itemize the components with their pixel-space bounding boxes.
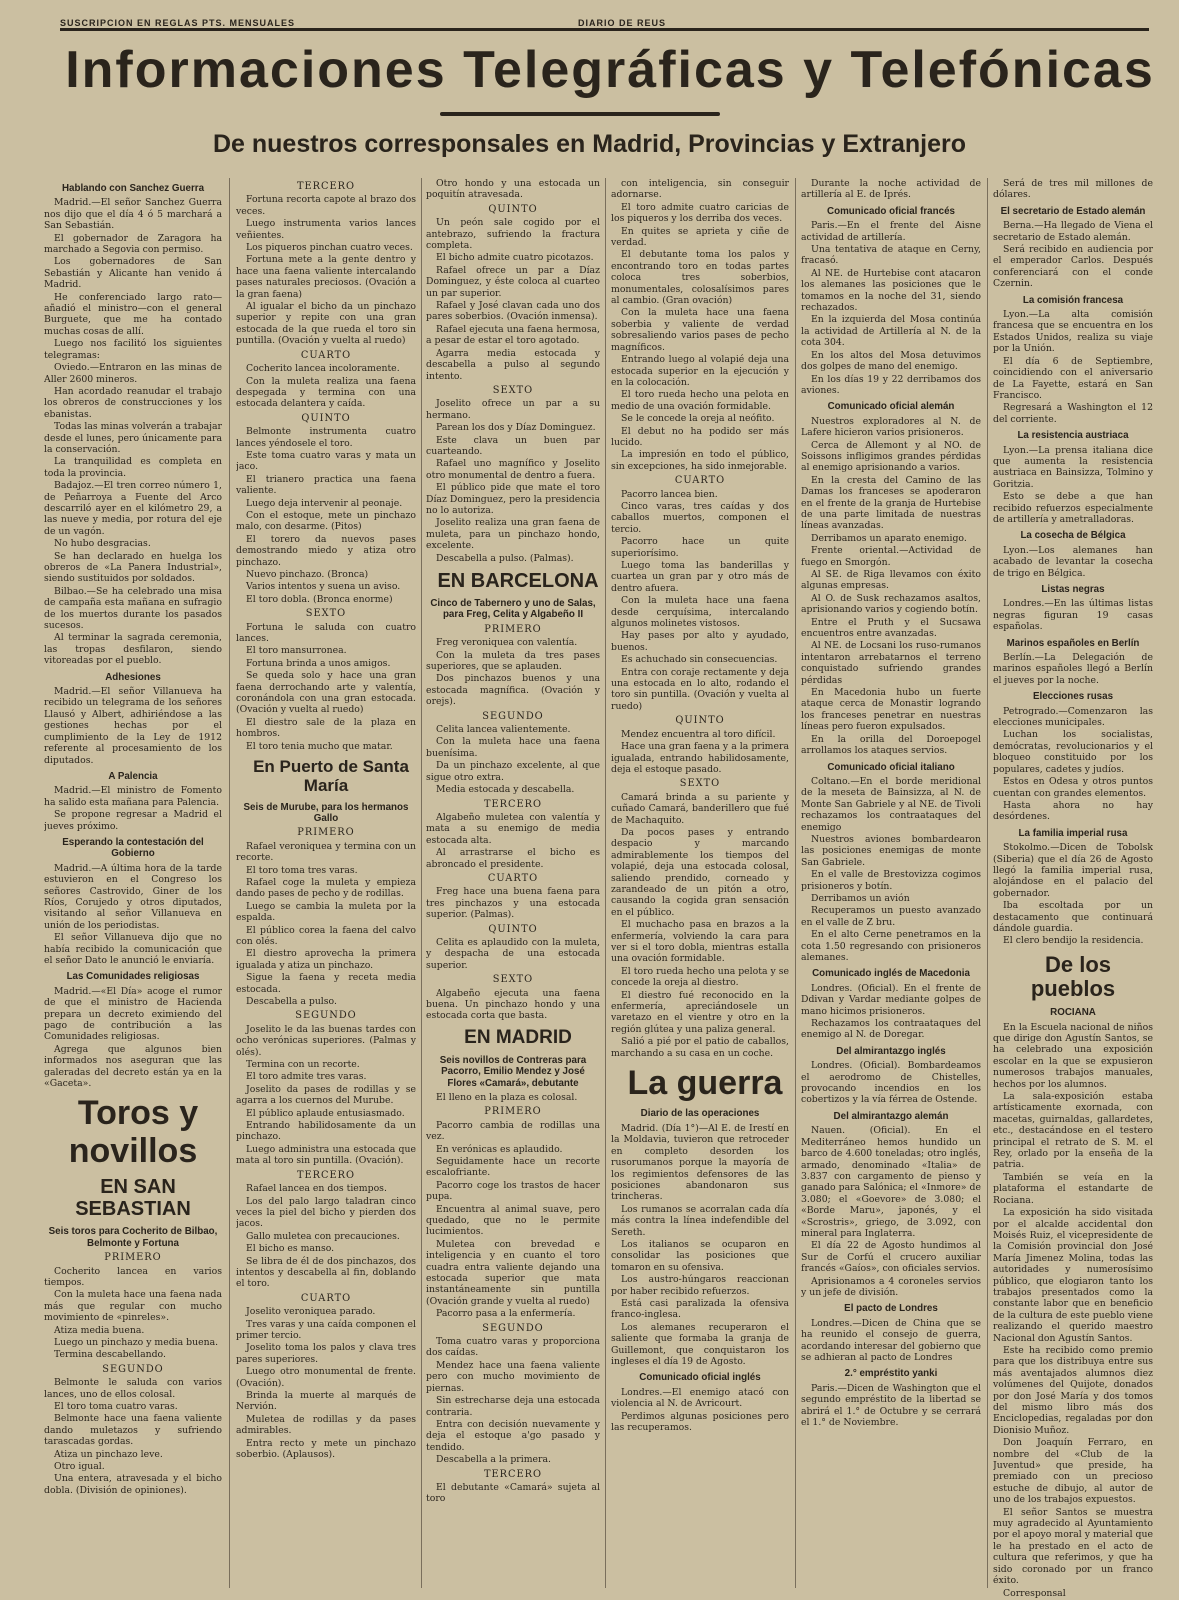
- paragraph: Rafael ofrece un par a Díaz Dominguez, y éste coloca al cuarteo un par superior.: [426, 264, 600, 299]
- paragraph: Muletea de rodillas y da pases admirables.: [236, 1413, 416, 1437]
- paragraph: El debut no ha podido ser más lucido.: [611, 425, 789, 448]
- paragraph: Cocherito lancea en varios tiempos.: [44, 1265, 222, 1288]
- paragraph: Joselito da pases de rodillas y se agarra a los cuernos del Murube.: [236, 1083, 416, 1107]
- section-heading: Comunicado oficial inglés: [639, 1372, 761, 1384]
- paragraph: El día 22 de Agosto hundimos al Sur de Corfú el crucero auxiliar francés «Gaíos», con oficiales servios.: [801, 1240, 981, 1275]
- paragraph: Tres varas y una caída componen el primer tercio.: [236, 1318, 416, 1341]
- paragraph: Un peón sale cogido por el antebrazo, sufriendo la fractura completa.: [426, 217, 600, 252]
- column-6: [993, 178, 1153, 1598]
- section-heading: Comunicado oficial alemán: [827, 401, 955, 413]
- paragraph: Fortuna recorta capote al brazo dos veces.: [236, 194, 416, 217]
- paragraph: Se libra de él de dos pinchazos, dos intentos y descabella al fin, doblando el toro.: [236, 1255, 416, 1290]
- subsection-heading: QUINTO: [675, 715, 725, 727]
- paragraph: Madrid.—«El Día» acoge el rumor de que el ministro de Hacienda prepara un decreto eximiendo del pago de contribución a las Comunidades religiosas.: [44, 985, 222, 1043]
- paragraph: Algabeño muletea con valentía y mata a su enemigo de media estocada alta.: [426, 811, 600, 846]
- paragraph: El público pide que mate el toro Díaz Dominguez, pero la presidencia no lo autoriza.: [426, 482, 600, 516]
- column-divider: [605, 178, 606, 1588]
- paragraph: Atiza un pinchazo leve.: [54, 1448, 163, 1460]
- paragraph: El gobernador de Zaragora ha marchado a Segovia con permiso.: [44, 232, 222, 256]
- column-divider: [987, 178, 988, 1588]
- paragraph: Derribamos un aparato enemigo.: [811, 532, 967, 544]
- paragraph: Rafael y José clavan cada uno dos pares soberbios. (Ovación inmensa).: [426, 300, 600, 323]
- paragraph: Al O. de Susk rechazamos asaltos, aprisionando varios y cogiendo botín.: [801, 592, 981, 616]
- paragraph: El debutante toma los palos y encontrando toro en todas partes coloca tres soberbios, monumentales, colosalísimos pares al cambio. (Gran ovación): [611, 249, 789, 307]
- big-headline: La guerra: [627, 1064, 783, 1103]
- top-center-note: DIARIO DE REUS: [578, 18, 667, 28]
- paragraph: El toro dobla. (Bronca enorme): [246, 593, 393, 605]
- paragraph: En el valle de Brestovizza cogimos prisioneros y botín.: [801, 869, 981, 892]
- paragraph: El toro toma cuatro varas.: [54, 1400, 178, 1412]
- paragraph: Paris.—En el frente del Aisne actividad de artillería.: [801, 220, 981, 243]
- paragraph: Rafael lancea en dos tiempos.: [246, 1183, 387, 1195]
- column-divider: [795, 178, 796, 1588]
- paragraph: En Macedonia hubo un fuerte ataque cerca de Monastir logrando los franceses penetrar en nuestras líneas pero fueron expulsados.: [801, 687, 981, 733]
- paragraph: con inteligencia, sin conseguir adornarse.: [611, 178, 789, 201]
- subsection-heading: PRIMERO: [104, 1252, 162, 1264]
- paragraph: El público corea la faena del calvo con olés.: [236, 924, 416, 947]
- section-heading: La cosecha de Bélgica: [1020, 530, 1126, 542]
- paragraph: El toro admite tres varas.: [246, 1071, 367, 1083]
- paragraph: Se han declarado en huelga los obreros de «La Panera Industrial», siendo sustituidos por soldados.: [44, 550, 222, 585]
- column-5: [801, 178, 981, 1598]
- paragraph: Luego se cambia la muleta por la espalda.: [236, 900, 416, 924]
- paragraph: Luego toma las banderillas y cuartea un gran par y otro más de dentro afuera.: [611, 560, 789, 594]
- paragraph: Coltano.—En el borde meridional de la meseta de Bainsizza, al N. de Monte San Gabriele y al NE. de Tivoli rechazamos los contraataques del enemigo: [801, 775, 981, 833]
- section-heading: Elecciones rusas: [1032, 691, 1114, 703]
- paragraph: Los rumanos se acorralan cada día más contra la línea indefendible del Sereth.: [611, 1203, 789, 1238]
- paragraph: La sala-exposición estaba artísticamente exornada, con macetas, guirnaldas, gallardetes, etc., destacándose en el testero principal el retrato de S. M. el Rey, orlado por la enseña de la patria.: [993, 1091, 1153, 1171]
- paragraph: Este clava un buen par cuarteando.: [426, 434, 600, 457]
- paragraph: Luego nos facilitó los siguientes telegramas:: [44, 338, 222, 361]
- paragraph: Los alemanes recuperaron el saliente que formaba la granja de Guillemont, que conquistaron los ingleses el día 19 de Agosto.: [611, 1321, 789, 1367]
- paragraph: Londres.—El enemigo atacó con violencia al N. de Avricourt.: [611, 1386, 789, 1410]
- paragraph: En verónicas es aplaudido.: [436, 1143, 563, 1155]
- paragraph: Se propone regresar a Madrid el jueves próximo.: [44, 809, 222, 832]
- subsection-heading: CUARTO: [300, 349, 352, 361]
- section-heading: ROCIANA: [1050, 1007, 1096, 1019]
- section-heading: Marinos españoles en Berlín: [1006, 637, 1140, 649]
- paragraph: Será de tres mil millones de dólares.: [993, 178, 1153, 201]
- paragraph: El diestro aprovecha la primera igualada y atiza un pinchazo.: [236, 948, 416, 971]
- section-heading: La familia imperial rusa: [1018, 827, 1128, 839]
- paragraph: Hace una gran faena y a la primera igualada, entrando habilidosamente, deja el estoque pasado.: [611, 741, 789, 775]
- paragraph: El bicho admite cuatro picotazos.: [436, 252, 594, 264]
- paragraph: Rafael uno magnífico y Joselito otro monumental de dentro a fuera.: [426, 458, 600, 481]
- paragraph: Luego administra una estocada que mata al toro sin puntilla. (Ovación).: [236, 1143, 416, 1167]
- paragraph: Londres. (Oficial). En el frente de Ddivan y Vardar mediante golpes de mano hicimos prisioneros.: [801, 982, 981, 1017]
- paragraph: Luego otro monumental de frente. (Ovación).: [236, 1366, 416, 1389]
- paragraph: En los altos del Mosa detuvimos dos golpes de mano del enemigo.: [801, 349, 981, 373]
- paragraph: Toma cuatro varas y proporciona dos caídas.: [426, 1336, 600, 1359]
- paragraph: No hubo desgracias.: [54, 538, 151, 550]
- paragraph: Los piqueros pinchan cuatro veces.: [246, 242, 413, 254]
- paragraph: El toro rueda hecho una pelota y se concede la oreja al diestro.: [611, 965, 789, 989]
- paragraph: El torero da nuevos pases demostrando miedo y atiza otro pinchazo.: [236, 533, 416, 568]
- paragraph: Madrid.—El señor Villanueva ha recibido un telegrama de los señores Llausó y Albert, adhiriéndose a las gestiones hechas por el cumplimiento de la Ley de 1912 referente al procesamiento de los diputados.: [44, 686, 222, 766]
- paragraph: Fortuna mete a la gente dentro y hace una faena valiente intercalando pases naturales preciosos. (Ovación a la gran faena): [236, 254, 416, 300]
- paragraph: Los austro-húngaros reaccionan por haber recibido refuerzos.: [611, 1274, 789, 1297]
- paragraph: Nauen. (Oficial). En el Mediterráneo hemos hundido un barco de 4.600 toneladas; otro inglés, armado, denominado «Italia» de 3.837 con cargamento de pienso y ganado para Salónica; el «Inmore» de 3.080; el «Goevore» de 3.080; el «Borde Maru», japonés, y el «Scrostris», griego, de 3.092, con mineral para Inglaterra.: [801, 1125, 981, 1239]
- paragraph: Entrando luego al volapié deja una estocada superior en la ejecución y en la colocación.: [611, 354, 789, 388]
- section-heading: El secretario de Estado alemán: [1000, 205, 1146, 217]
- paragraph: Será recibido en audiencia por el emperador Carlos. Después conferenciará con el conde Czernin.: [993, 244, 1153, 290]
- paragraph: Cerca de Allemont y al NO. de Soissons infligimos grandes pérdidas al enemigo aprisionando a varios.: [801, 439, 981, 474]
- column-1: [44, 178, 222, 1598]
- section-heading: Comunicado oficial italiano: [827, 761, 955, 773]
- paragraph: Durante la noche actividad de artillería al E. de Iprés.: [801, 178, 981, 201]
- subsection-heading: SEGUNDO: [482, 710, 544, 722]
- paragraph: Pacorro hace un quite superiorísimo.: [611, 536, 789, 559]
- paragraph: Londres.—Dicen de China que se ha reunido el consejo de guerra, acordando interesar del gobierno que se adhieran al pacto de Londres: [801, 1317, 981, 1363]
- section-heading: Hablando con Sanchez Guerra: [61, 183, 205, 194]
- paragraph: Está casi paralizada la ofensiva franco-inglesa.: [611, 1297, 789, 1321]
- paragraph: Luego instrumenta varios lances veñientes.: [236, 218, 416, 241]
- paragraph: En los días 19 y 22 derribamos dos aviones.: [801, 373, 981, 396]
- subsection-heading: SEXTO: [492, 974, 534, 986]
- paragraph: Madrid.—El señor Sanchez Guerra nos dijo que el día 4 ó 5 marchará a San Sebastián.: [44, 197, 222, 232]
- big-headline: EN SAN SEBASTIAN: [75, 1176, 191, 1221]
- paragraph: En la Escuela nacional de niños que dirige don Agustín Santos, se ha celebrado una exposición escolar en la que se expusieron numerosos trabajos manuales, hechos por los alumnos.: [993, 1021, 1153, 1090]
- paragraph: Termina con un recorte.: [246, 1059, 360, 1071]
- paragraph: Con la muleta hace una faena soberbia y valiente de verdad sobresaliendo varios pases de pecho magníficos.: [611, 307, 789, 353]
- subsection-heading: SEGUNDO: [482, 1322, 544, 1334]
- big-headline: En Puerto de Santa María: [253, 757, 409, 795]
- paragraph: Pacorro pasa a la enfermería.: [436, 1308, 576, 1320]
- paragraph: Al SE. de Riga llevamos con éxito algunas empresas.: [801, 569, 981, 592]
- paragraph: Todas las minas volverán a trabajar desde el lunes, pero únicamente para la conservación.: [44, 421, 222, 455]
- paragraph: Los italianos se ocuparon en consolidar las posiciones que tomaron en su ofensiva.: [611, 1238, 789, 1273]
- paragraph: Gallo muletea con precauciones.: [246, 1230, 400, 1242]
- subsection-heading: PRIMERO: [297, 827, 355, 839]
- paragraph: Fortuna le saluda con cuatro lances.: [236, 621, 416, 645]
- paragraph: En la izquierda del Mosa continúa la actividad de Artillería al N. de la cota 304.: [801, 314, 981, 349]
- paragraph: Descabella a la primera.: [436, 1454, 551, 1466]
- paragraph: Varios intentos y suena un aviso.: [246, 581, 401, 593]
- section-heading: La resistencia austriaca: [1017, 430, 1129, 442]
- paragraph: Estos en Odesa y otros puntos cuentan con grandes elementos.: [993, 776, 1153, 799]
- paragraph: Fortuna brinda a unos amigos.: [246, 657, 391, 669]
- paragraph: Atiza media buena.: [54, 1324, 145, 1336]
- subsection-heading: TERCERO: [483, 1468, 543, 1480]
- subsection-heading: TERCERO: [296, 181, 356, 192]
- paragraph: Mendez hace una faena valiente pero con mucho movimiento de piernas.: [426, 1359, 600, 1394]
- paragraph: El señor Santos se muestra muy agradecido al Ayuntamiento por el apoyo moral y material que le ha prestado en el acto de cultura que referimos, y que ha sido coronado por un franco éxito.: [993, 1506, 1153, 1587]
- paragraph: En la orilla del Doroepogel arrollamos los ataques servios.: [801, 733, 981, 757]
- paragraph: Este ha recibido como premio para que los distribuya entre sus más aventajados alumnos diez volúmenes del Quijote, donados por don José María y dos tomos del mismo libro más dos Enciclopedias, regaladas por don Dionisio Muñoz.: [993, 1344, 1153, 1436]
- paragraph: Derribamos un avión: [811, 892, 910, 904]
- top-left-note: SUSCRIPCION EN REGLAS PTS. MENSUALES: [60, 18, 296, 28]
- paragraph: El toro tenia mucho que matar.: [246, 740, 393, 752]
- paragraph: En la cresta del Camino de las Damas los franceses se apoderaron en el frente de la granja de Hurtebise de una parte limitada de nuestras líneas avanzadas.: [801, 474, 981, 532]
- paragraph: Una tentativa de ataque en Cerny, fracasó.: [801, 244, 981, 267]
- paragraph: Da un pinchazo excelente, al que sigue otro extra.: [426, 760, 600, 783]
- paragraph: Sin estrecharse deja una estocada contraria.: [426, 1395, 600, 1418]
- paragraph: Al NE. de Locsani los ruso-rumanos intentaron arrebatarnos el terreno conquistado sufriendo grandes pérdidas: [801, 640, 981, 686]
- paragraph: Con la muleta da tres pases superiores, que se aplauden.: [426, 649, 600, 673]
- paragraph: Al igualar el bicho da un pinchazo superior y repite con una gran estocada de la que rueda el toro sin puntilla. (Ovación y vuelta al ruedo): [236, 301, 416, 347]
- paragraph: Cinco varas, tres caídas y dos caballos muertos, componen el tercio.: [611, 500, 789, 535]
- paragraph: El debutante «Camará» sujeta al toro: [426, 1481, 600, 1505]
- paragraph: La tranquilidad es completa en toda la provincia.: [44, 456, 222, 479]
- paragraph: Muletea con brevedad e inteligencia y en cuanto el toro cuadra entra valiente dejando una estocada superior que mata instantáneamente sin puntilla (Ovación grande y vuelta al ruedo): [426, 1238, 600, 1307]
- paragraph: Madrid. (Día 1°)—Al E. de Irestí en la Moldavia, tuvieron que retroceder en completo desorden los rusorumanos porque la mayoría de los regimientos defensores de las posiciones abandonaron sus trincheras.: [611, 1122, 789, 1203]
- paragraph: Esto se debe a que han recibido refuerzos especialmente de artillería y ametralladoras.: [993, 491, 1153, 525]
- paragraph: Joselito ofrece un par a su hermano.: [426, 398, 600, 421]
- paragraph: Con la muleta hace una faena desde cerquísima, intercalando algunos molinetes vistosos.: [611, 595, 789, 630]
- paragraph: El diestro sale de la plaza en hombros.: [236, 716, 416, 740]
- paragraph: Camará brinda a su pariente y cuñado Camará, banderillero que fué de Machaquito.: [611, 791, 789, 826]
- subsection-heading: QUINTO: [488, 923, 538, 935]
- paragraph: Londres. (Oficial). Bombardeamos el aerodromo de Chistelles, provocando incendios en los cobertizos y la vía férrea de Ostende.: [801, 1060, 981, 1106]
- subsection-heading: SEGUNDO: [295, 1010, 357, 1022]
- paragraph: La impresión en todo el público, sin excepciones, ha sido inmejorable.: [611, 449, 789, 472]
- subsection-heading: QUINTO: [488, 203, 538, 215]
- paragraph: Berna.—Ha llegado de Viena el secretario de Estado alemán.: [993, 220, 1153, 243]
- paragraph: Al arrastrarse el bicho es abroncado el presidente.: [426, 847, 600, 870]
- paragraph: Aprisionamos a 4 coroneles servios y un jefe de división.: [801, 1275, 981, 1298]
- paragraph: El toro toma tres varas.: [246, 864, 358, 876]
- big-headline: EN BARCELONA: [437, 570, 599, 592]
- paragraph: Parean los dos y Díaz Dominguez.: [436, 422, 596, 434]
- subsection-heading: TERCERO: [296, 1169, 356, 1181]
- paragraph: El día 6 de Septiembre, coincidiendo con el aniversario de La Fayette, estará en San Francisco.: [993, 355, 1153, 401]
- paragraph: Con el estoque, mete un pinchazo malo, con desarme. (Pitos): [236, 509, 416, 533]
- paragraph: Londres.—En las últimas listas negras figuran 19 casas españolas.: [993, 598, 1153, 633]
- paragraph: Al NE. de Hurtebise cont atacaron los alemanes las posiciones que le tomamos en la noche del 31, siendo rechazados.: [801, 267, 981, 314]
- paragraph: También se veía en la plataforma el estandarte de Rociana.: [993, 1171, 1153, 1206]
- paragraph: Belmonte hace una faena valiente dando muletazos y sufriendo tarascadas gordas.: [44, 1413, 222, 1448]
- paragraph: Hay pases por alto y ayudado, buenos.: [611, 630, 789, 653]
- paragraph: Otro hondo y una estocada un poquitín atravesada.: [426, 178, 600, 201]
- paragraph: Otro igual.: [54, 1461, 105, 1472]
- paragraph: Don Joaquín Ferraro, en nombre del «Club de la Juventud» que preside, ha premiado con un precioso estuche de dibujo, al autor de uno de los trabajos expuestos.: [993, 1437, 1153, 1506]
- paragraph: Al terminar la sagrada ceremonia, las tropas desfilaron, siendo vitoreadas por el pueblo.: [44, 632, 222, 667]
- paragraph: Hasta ahora no hay desórdenes.: [993, 799, 1153, 823]
- paragraph: Este toma cuatro varas y mata un jaco.: [236, 449, 416, 473]
- paragraph: Freg hace una buena faena para tres pinchazos y una estocada superior. (Palmas).: [426, 886, 600, 921]
- paragraph: Freg veroniquea con valentía.: [436, 637, 578, 649]
- paragraph: Luego un pinchazo y media buena.: [54, 1336, 219, 1348]
- paragraph: Se queda solo y hace una gran faena derrochando arte y valentía, coronándola con una gran estocada. (Ovación y vuelta al ruedo): [236, 670, 416, 716]
- paragraph: El toro rueda hecho una pelota en medio de una ovación formidable.: [611, 389, 789, 412]
- subsection-heading: TERCERO: [483, 798, 543, 810]
- paragraph: Madrid.—El ministro de Fomento ha salido esta mañana para Palencia.: [44, 785, 222, 808]
- paragraph: Lyon.—La prensa italiana dice que aumenta la resistencia austriaca en Bainsizza, Tolmino y Goritzia.: [993, 444, 1153, 490]
- paragraph: Agrega que algunos bien informados nos aseguran que las galeradas del decreto están ya en la «Gaceta».: [44, 1043, 222, 1090]
- column-divider: [229, 178, 230, 1588]
- paragraph: Bilbao.—Se ha celebrado una misa de campaña esta mañana en sufragio de los muertos durante los pasados sucesos.: [44, 585, 222, 632]
- paragraph: Descabella a pulso.: [246, 996, 337, 1007]
- paragraph: El diestro fué reconocido en la enfermería, apreciándosele un varetazo en el vientre y otro en la región glútea y una paliza general.: [611, 989, 789, 1035]
- section-heading: El pacto de Londres: [844, 1303, 938, 1315]
- paragraph: Madrid.—A última hora de la tarde estuvieron en el Congreso los señores Castrovido, Giner de los Ríos, Corujedo y otros diputados, visitando al señor Villanueva en unión de los periodistas.: [44, 862, 222, 931]
- paragraph: Termina descabellando.: [54, 1349, 166, 1361]
- subsection-heading: SEXTO: [305, 608, 347, 620]
- subsection-heading: PRIMERO: [484, 623, 542, 635]
- section-heading: 2.° empréstito yanki: [844, 1368, 938, 1380]
- paragraph: Stokolmo.—Dicen de Tobolsk (Siberia) que el día 26 de Agosto llegó la familia imperial rusa, alojándose en el palacio del gobernador.: [993, 842, 1153, 899]
- paragraph: El trianero practica una faena valiente.: [236, 473, 416, 497]
- paragraph: Petrogrado.—Comenzaron las elecciones municipales.: [993, 705, 1153, 729]
- paragraph: El bicho es manso.: [246, 1243, 335, 1255]
- paragraph: Rafael veroniquea y termina con un recorte.: [236, 840, 416, 864]
- paragraph: Es achuchado sin consecuencias.: [621, 654, 778, 666]
- paragraph: Con la muleta realiza una faena despegada y termina con una estocada delantera y caída.: [236, 375, 416, 410]
- paragraph: Pacorro cambia de rodillas una vez.: [426, 1119, 600, 1143]
- paragraph: La exposición ha sido visitada por el alcalde accidental don Moisés Ruiz, el vicepresidente de la Comisión provincial don José María Jimenez Molina, todas las autoridades y numerosísimo público, que elogiaron tanto los trabajos presentados como la constante labor que en beneficio de la cultura de este pueblo viene realizando el querido maestro Nacional don Agustín Santos.: [993, 1207, 1153, 1344]
- paragraph: Joselito veroniquea parado.: [246, 1306, 376, 1318]
- subsection-heading: CUARTO: [300, 1292, 352, 1304]
- paragraph: Encuentra al animal suave, pero quedado, que no le permite lucimientos.: [426, 1203, 600, 1238]
- column-divider: [421, 178, 422, 1588]
- paragraph: El toro mansurronea.: [246, 645, 347, 657]
- section-heading: La comisión francesa: [1022, 294, 1124, 306]
- paragraph: Pacorro lancea bien.: [621, 488, 718, 500]
- paragraph: Seguidamente hace un recorte escalofriante.: [426, 1155, 600, 1179]
- paragraph: Entrando habilidosamente da un pinchazo.: [236, 1120, 416, 1143]
- paragraph: He conferenciado largo rato—añadió el ministro—con el general Burguete, que me ha contado muchas cosas de allí.: [44, 291, 222, 337]
- paragraph: Entra con decisión nuevamente y deja el estoque a'go pasado y tendido.: [426, 1418, 600, 1453]
- section-heading: Las Comunidades religiosas: [66, 971, 200, 983]
- paragraph: Agarra media estocada y descabella a pulso al segundo intento.: [426, 347, 600, 382]
- paragraph: Brinda la muerte al marqués de Nervión.: [236, 1390, 416, 1413]
- subsection-heading: QUINTO: [301, 412, 351, 424]
- section-heading: Listas negras: [1041, 584, 1105, 595]
- paragraph: Da pocos pases y entrando despacio y marcando admirablemente los tiempos del volapié, deja una estocada colosal, saliendo prendido, corneado y zarandeado de un pitón a otro, causando la cogida gran sensación en el público.: [611, 826, 789, 918]
- paragraph: El lleno en la plaza es colosal.: [436, 1091, 578, 1103]
- paragraph: Recuperamos un puesto avanzado en el valle de Z bru.: [801, 905, 981, 928]
- paragraph: Badajoz.—El tren correo número 1, de Peñarroya a Fuente del Arco descarriló ayer en el kilómetro 29, a las nueve y media, por rotura del eje de un vagón.: [44, 480, 222, 537]
- paragraph: Lyon.—La alta comisión francesa que se encuentra en los Estados Unidos, realiza su viaje por la Unión.: [993, 309, 1153, 355]
- section-heading: Seis novillos de Contreras para Pacorro, Emilio Mendez y José Flores «Camará», debutante: [439, 1054, 587, 1089]
- section-heading: Comunicado oficial francés: [827, 205, 955, 217]
- paragraph: En el alto Cerne penetramos en la cota 1.50 regresando con prisioneros alemanes.: [801, 929, 981, 963]
- section-heading: Seis toros para Cocherito de Bilbao, Belmonte y Fortuna: [48, 1226, 218, 1249]
- paragraph: Los gobernadores de San Sebastián y Alicante han venido á Madrid.: [44, 256, 222, 291]
- paragraph: Oviedo.—Entraron en las minas de Aller 2600 mineros.: [44, 362, 222, 385]
- paragraph: Han acordado reanudar el trabajo los obreros de construcciones y los ebanistas.: [44, 385, 222, 420]
- paragraph: Perdimos algunas posiciones pero las recuperamos.: [611, 1410, 789, 1434]
- paragraph: Corresponsal: [1003, 1587, 1066, 1598]
- paragraph: Rechazamos los contraataques del enemigo al N. de Doregar.: [801, 1018, 981, 1041]
- paragraph: Nuevo pinchazo. (Bronca): [246, 569, 369, 580]
- paragraph: Nuestros exploradores al N. de Lafere hicieron varios prisioneros.: [801, 415, 981, 439]
- paragraph: Con la muleta hace una faena nada más que regular con mucho movimiento de «pinreles».: [44, 1289, 222, 1324]
- subsection-heading: SEXTO: [492, 384, 534, 396]
- paragraph: Algabeño ejecuta una faena buena. Un pinchazo hondo y una estocada corta que basta.: [426, 987, 600, 1022]
- paragraph: Frente oriental.—Actividad de fuego en Smorgón.: [801, 545, 981, 568]
- big-headline: De los pueblos: [1030, 951, 1116, 1001]
- section-heading: Esperando la contestación del Gobierno: [62, 836, 204, 860]
- paragraph: Nuestros aviones bombardearon las posiciones enemigas de monte San Gabriele.: [801, 833, 981, 868]
- section-heading: Comunicado inglés de Macedonia: [812, 968, 970, 980]
- column-2: [236, 178, 416, 1598]
- big-headline: Toros y novillos: [68, 1094, 199, 1170]
- paragraph: Sigue la faena y receta media estocada.: [236, 972, 416, 995]
- paragraph: El toro admite cuatro caricias de los piqueros y los derriba dos veces.: [611, 201, 789, 225]
- section-heading: Del almirantazgo alemán: [833, 1110, 949, 1122]
- paragraph: Mendez encuentra al toro difícil.: [621, 728, 776, 740]
- paragraph: Rafael coge la muleta y empieza dando pases de pecho y de rodillas.: [236, 876, 416, 900]
- paragraph: Luchan los socialistas, demócratas, revolucionarios y el bloqueo constituido por los populares, cadetes y judíos.: [993, 729, 1153, 775]
- section-heading: Del almirantazgo inglés: [836, 1045, 946, 1057]
- paragraph: Belmonte le saluda con varios lances, uno de ellos colosal.: [44, 1377, 222, 1400]
- paragraph: Regresará a Washington el 12 del corriente.: [993, 402, 1153, 425]
- big-headline: EN MADRID: [464, 1026, 572, 1048]
- paragraph: El señor Villanueva dijo que no había recibido la comunicación que el señor Dato le anunció le enviaría.: [44, 932, 222, 966]
- page-title: Informaciones Telegráficas y Telefónicas: [65, 41, 1155, 99]
- paragraph: Rafael ejecuta una faena hermosa, a pesar de estar el toro agotado.: [426, 323, 600, 347]
- paragraph: Con la muleta hace una faena buenísima.: [426, 736, 600, 759]
- paragraph: Luego deja intervenir al peonaje.: [246, 497, 403, 509]
- section-heading: A Palencia: [108, 770, 158, 782]
- paragraph: Belmonte instrumenta cuatro lances yéndosele el toro.: [236, 426, 416, 449]
- page-subtitle: De nuestros corresponsales en Madrid, Provincias y Extranjero: [212, 130, 967, 158]
- paragraph: Media estocada y descabella.: [436, 784, 575, 796]
- paragraph: Se le concede la oreja al neófito.: [621, 413, 775, 425]
- paragraph: Una entera, atravesada y el bicho dobla. (División de opiniones).: [44, 1473, 222, 1496]
- subsection-heading: SEXTO: [679, 778, 721, 790]
- paragraph: Joselito le da las buenas tardes con ocho verónicas superiores. (Palmas y olés).: [236, 1023, 416, 1058]
- paragraph: Entra con coraje rectamente y deja una estocada en lo alto, rodando el toro sin puntilla. (Ovación y vuelta al ruedo): [611, 666, 789, 712]
- paragraph: Cocherito lancea incoloramente.: [246, 363, 400, 375]
- paragraph: Dos pinchazos buenos y una estocada magnífica. (Ovación y orejs).: [426, 673, 600, 708]
- section-heading: Cinco de Tabernero y uno de Salas, para Freg, Celita y Algabeño II: [430, 598, 596, 621]
- paragraph: Pacorro coge los trastos de hacer pupa.: [426, 1179, 600, 1203]
- column-3: [426, 178, 600, 1598]
- paragraph: Berlín.—La Delegación de marinos españoles llegó a Berlín el jueves por la noche.: [993, 652, 1153, 686]
- column-4: [611, 178, 789, 1598]
- paragraph: Paris.—Dicen de Washington que el segundo empréstito de la libertad se abrirá el 1.° de Octubre y se cerrará el 1.° de Noviembre.: [801, 1382, 981, 1429]
- section-heading: Adhesiones: [105, 671, 161, 683]
- subsection-heading: CUARTO: [487, 872, 539, 884]
- paragraph: Salió a pié por el patio de caballos, marchando a su casa en un coche.: [611, 1036, 789, 1059]
- paragraph: Iba escoltada por un destacamento que continuará dándole guardia.: [993, 900, 1153, 934]
- paragraph: Entre el Pruth y el Sucsawa encuentros entre avanzadas.: [801, 616, 981, 640]
- top-strip: [60, 12, 1149, 31]
- paragraph: Los del palo largo taladran cinco veces la piel del bicho y pierden dos jacos.: [236, 1195, 416, 1230]
- paragraph: Entra recto y mete un pinchazo soberbio. (Aplausos).: [236, 1437, 416, 1461]
- paragraph: Celita es aplaudido con la muleta, y despacha de una estocada superior.: [426, 936, 600, 971]
- paragraph: En quites se aprieta y ciñe de verdad.: [611, 225, 789, 249]
- subsection-heading: CUARTO: [674, 475, 726, 487]
- title-rule: [440, 112, 720, 116]
- subsection-heading: PRIMERO: [484, 1106, 542, 1118]
- paragraph: Descabella a pulso. (Palmas).: [436, 552, 574, 564]
- paragraph: El clero bendijo la residencia.: [1003, 935, 1144, 947]
- subsection-heading: SEGUNDO: [102, 1363, 164, 1375]
- section-heading: Seis de Murube, para los hermanos Gallo: [243, 801, 409, 824]
- paragraph: Celita lancea valientemente.: [436, 724, 571, 736]
- section-heading: Diario de las operaciones: [640, 1108, 760, 1120]
- paragraph: Joselito realiza una gran faena de muleta, para un pinchazo hondo, excelente.: [426, 517, 600, 552]
- paragraph: El muchacho pasa en brazos a la enfermería, volviendo la cara para ver si el toro dobla, mientras estalla una ovación formidable.: [611, 919, 789, 965]
- paragraph: El público aplaude entusiasmado.: [246, 1107, 405, 1119]
- paragraph: Joselito toma los palos y clava tres pares superiores.: [236, 1342, 416, 1365]
- paragraph: Lyon.—Los alemanes han acabado de levantar la cosecha de trigo en Bélgica.: [993, 544, 1153, 579]
